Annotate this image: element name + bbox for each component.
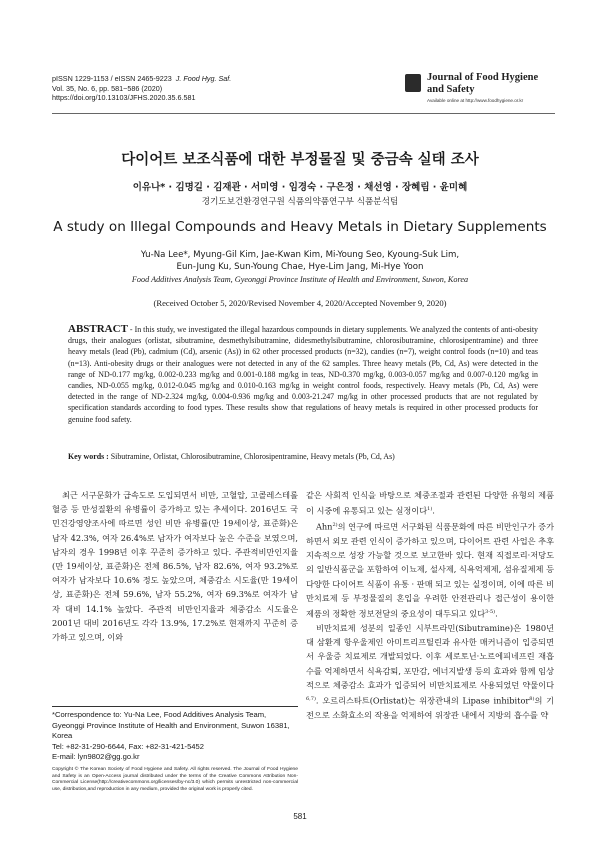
abstract-label: ABSTRACT (68, 323, 128, 335)
footnote-divider (52, 706, 298, 707)
body-column-left (52, 488, 298, 644)
affiliation-korean: 경기도보건환경연구원 식품의약품연구부 식품분석팀 (201, 197, 399, 207)
journal-abbrev: J. Food Hyg. Saf. (175, 74, 232, 83)
body-column-right (306, 488, 554, 722)
body-paragraph: 같은 사회적 인식을 바탕으로 체중조절과 관련된 다양한 유형의 제품이 시중에 유통되고 있는 실정이다$^{1)}$. (306, 490, 554, 516)
citation-ref: 3-5) (485, 609, 496, 616)
body-paragraph: 비만치료제 성분의 일종인 시부트라민(Sibutramine)은 1980년대 삼환계 항우울제인 아미트리프틸린과 유사한 매커니즘이 입증되면서 우울증 치료제로 개발되었다. 이후 세로토닌·노르에피네프린 재흡수를 억제하면서 식욕감퇴, 포만감, 에너지발생 등의 효과와 함께 임상적으로 체중감소 효과가 입증되어 비만치료제로 사용되었던 약물이다$^{6,7)}$. 오르리스타트(Orlistat)는 위장관내의 Lipase inhibitor$^{8)}$의 기전으로 소화효소의 작용을 억제하여 위장관 내에서 지방의 흡수를 약 (306, 623, 554, 720)
header-divider (52, 113, 555, 114)
keywords-text: Sibutramine, Orlistat, Chlorosibutramine, Chlorosipentramine, Heavy metals (Pb, Cd, As) (108, 452, 395, 461)
journal-header (52, 74, 231, 103)
correspondence-phone: Tel: +82-31-290-6644, Fax: +82-31-421-5452 (52, 741, 204, 751)
authors-korean: 이유나* · 김명길 · 김재관 · 서미영 · 임경숙 · 구은정 · 채선영 · 장혜림 · 윤미혜 (132, 182, 468, 193)
copyright-notice: Copyright © The Korean Society of Food Hygiene and Safety. All rights reserved. The Journal of Food Hygiene and Safety is an Open-Access journal distributed under the terms of the Creative Commons Attribution Non-Commercial License(http://creativecommons.org/licenses/by-nc/3.0) which permits unrestricted non-commercial use, distribution,and reproduction in any medium, provided the original work is properly cited. (52, 767, 298, 792)
body-paragraph: Ahn$^{2)}$의 연구에 따르면 서구화된 식품문화에 따른 비만인구가 증가하면서 외모 관련 인식이 증가하고 있으며, 다이어트 관련 사업은 추후 지속적으로 성장 가능할 것으로 보고한바 있다. 현재 직접로리·저당도의 일반식품군을 포함하여 이뇨제, 설사제, 식욕억제제, 섬유질제제 등 다양한 다이어트 식품이 유통 · 판매 되고 있는 실정이며, 이에 따른 비만치료제 등 부정물질의 혼입을 우려한 안전관리나 접근성이 용이한 제품의 정확한 정보전달의 중요성이 대두되고 있다$^{3-5)}$. (306, 521, 554, 619)
keywords (68, 452, 538, 461)
citation-ref: 1) (427, 506, 433, 513)
journal-logo-icon (405, 74, 421, 92)
correspondence-email[interactable]: E-mail: lyn9802@gg.go.kr (52, 752, 140, 762)
title-korean: 다이어트 보조식품에 대한 부정물질 및 중금속 실태 조사 (121, 152, 479, 168)
citation-ref: 2) (332, 522, 338, 529)
doi-link[interactable]: https://doi.org/10.13103/JFHS.2020.35.6.581 (52, 93, 196, 103)
journal-logo (405, 72, 555, 108)
affiliation-english: Food Additives Analysis Team, Gyeonggi Province Institute of Health and Environment, Suwon, Korea (131, 275, 469, 284)
keywords-label: Key words : (68, 452, 109, 461)
citation-ref: 6,7) (306, 696, 316, 703)
volume-info: Vol. 35, No. 6, pp. 581~586 (2020) (52, 83, 163, 93)
logo-url[interactable]: Available online at http://www.foodhygiene.or.kr (427, 98, 524, 103)
abstract-text: - In this study, we investigated the illegal hazardous compounds in dietary supplements. We analyzed the contents of anti-obesity drugs, their analogues (orlistat, sibutramine, desmethylsibutramine, didesmethylsibutramine, chlorosibutramine, chlorosipentramine) and three heavy metals (lead (Pb), cadmium (Cd), arsenic (As)) in 62 other processed products (n=32), candies (n=7), weight control foods (n=10) and teas (n=13). Anti-obesity drugs or their analogues were not detected in any of the 62 samples. Three heavy metals (Pb, Cd, As) were detected in the range of ND-0.177 mg/kg, 0.002-0.233 mg/kg and 0.001-0.188 mg/kg in teas, ND-0.370 mg/kg, 0.003-0.057 mg/kg and 0.007-0.120 mg/kg in candies, ND-0.055 mg/kg, 0.012-0.045 mg/kg and 0.010-0.163 mg/kg in weight control foods, respectively. Heavy metals (Pb, Cd, As) were detected in the range of ND-2.324 mg/kg, 0.004-0.936 mg/kg and 0.003-21.247 mg/kg in other processed products that are not regulated by specification standards according to food types. These results show that regulations of heavy metals is required in other processed products for genuine food safety. (68, 325, 538, 424)
received-dates: (Received October 5, 2020/Revised November 4, 2020/Accepted November 9, 2020) (153, 298, 447, 308)
body-paragraph: 최근 서구문화가 급속도로 도입되면서 비만, 고혈압, 고콜레스테롤혈증 등 만성질환의 유병률이 증가하고 있는 추세이다. 2016년도 국민건강영양조사에 따르면 성인 비만 유병률(만 19세이상, 표준화)은 남자 42.3%, 여자 26.4%로 남자가 여자보다 높은 수준을 보였으며, 남자의 경우 1998년 이후 꾸준히 증가하고 있다. 주관적비만인지율(만 19세이상, 표준화)은 전체 86.5%, 남자 82.6%, 여자 93.2%로 여자가 남자보다 10.6% 정도 높았으며, 체중감소 시도율(만 19세이상, 표준화)은 전체 59.6%, 남자 55.2%, 여자 69.3%로 여자가 남자 대비 14.1% 높았다. 주관적 비만인지율과 체중감소 시도율은 2001년 대비 2016년도 각각 13.9%, 17.2%로 현재까지 꾸준히 증가하고 있으며, 이와 (52, 490, 298, 643)
logo-title: Journal of Food Hygiene and Safety (427, 72, 539, 95)
citation-ref: 8) (529, 696, 535, 703)
abstract (68, 324, 538, 425)
correspondence (52, 710, 298, 763)
authors-english: Yu-Na Lee*, Myung-Gil Kim, Jae-Kwan Kim, Mi-Young Seo, Kyoung-Suk Lim, Eun-Jung Ku, Sun-Young Chae, Hye-Lim Jang, Mi-Hye Yoon (140, 250, 460, 272)
issn: pISSN 1229-1153 / eISSN 2465-9223 (52, 74, 172, 83)
page-number: 581 (293, 812, 307, 821)
title-english: A study on Illegal Compounds and Heavy Metals in Dietary Supplements (53, 219, 547, 235)
correspondence-address: *Correspondence to: Yu-Na Lee, Food Additives Analysis Team, Gyeonggi Province Institute of Health and Environment, Suwon 16381, Korea (52, 710, 290, 741)
